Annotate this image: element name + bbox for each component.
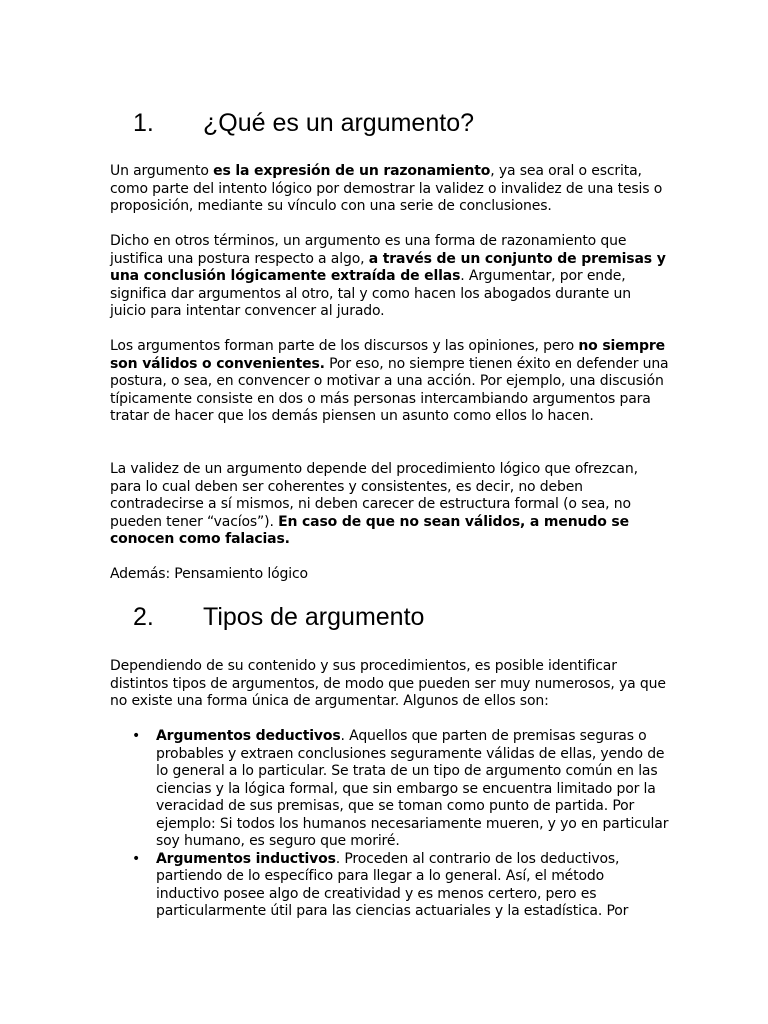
- paragraph: Dependiendo de su contenido y sus procedimientos, es posible identificar distintos tipos de argumentos, de modo que pueden ser muy numerosos, ya que no existe una forma única de argumentar. Algunos de ellos son:: [110, 658, 666, 709]
- section-heading-2: [133, 602, 424, 632]
- text-span: Dicho en otros términos, un argumento es una forma de razonamiento que justifica una postura respecto a algo,: [110, 233, 627, 267]
- text-span: Los argumentos forman parte de los discursos y las opiniones, pero: [110, 338, 579, 354]
- section-heading-1: [133, 108, 474, 138]
- list-item: [110, 728, 670, 851]
- text-span: Por eso, no siempre tienen éxito en defender una postura, o sea, en convencer o motivar a una acción. Por ejemplo, una discusión típicamente consiste en dos o más personas intercambiando argumentos para tratar de hacer que los demás piensen un asunto como ellos lo hacen.: [110, 355, 669, 424]
- text-span: Un argumento: [110, 163, 214, 179]
- paragraph: [110, 338, 670, 426]
- section-number: 2.: [133, 603, 154, 631]
- bold-text: es la expresión de un razonamiento: [213, 163, 491, 179]
- text-span: . Argumentar, por ende, significa dar argumentos al otro, tal y como hacen los abogados durante un juicio para intentar convencer al jurado.: [110, 268, 631, 319]
- argument-types-list: [110, 728, 670, 921]
- list-term: Argumentos inductivos: [156, 850, 336, 867]
- text-span: , ya sea oral o escrita, como parte del intento lógico por demostrar la validez o invalidez de una tesis o proposición, mediante su vínculo con una serie de conclusiones.: [110, 163, 663, 214]
- section-number: 1.: [133, 109, 154, 137]
- paragraph: [110, 163, 670, 216]
- paragraph: [110, 233, 670, 321]
- list-text: . Proceden al contrario de los deductivos, partiendo de lo específico para llegar a lo general. Así, el método inductivo posee algo de creatividad y es menos certero, pero es particularmente útil para las ciencias actuariales y la estadística. Por: [156, 850, 629, 919]
- bold-text: a través de un conjunto de premisas y una conclusión lógicamente extraída de ellas: [110, 250, 666, 284]
- list-text: . Aquellos que parten de premisas seguras o probables y extraen conclusiones seguramente válidas de ellas, yendo de lo general a lo particular. Se trata de un tipo de argumento común en las ciencias y la lógica formal, que sin embargo se encuentra limitado por la veracidad de sus premisas, que se toman como punto de partida. Por ejemplo: Si todos los humanos necesariamente mueren, y yo en particular soy humano, es seguro que moriré.: [156, 728, 669, 849]
- related-link-text: Además: Pensamiento lógico: [110, 566, 308, 582]
- paragraph: [110, 461, 670, 549]
- bold-text: no siempre son válidos o convenientes.: [110, 338, 665, 372]
- list-term: Argumentos deductivos: [156, 728, 341, 744]
- bullet-icon: •: [132, 728, 141, 744]
- section-title: Tipos de argumento: [203, 603, 425, 631]
- bold-text: En caso de que no sean válidos, a menudo se conocen como falacias.: [110, 513, 629, 547]
- text-span: La validez de un argumento depende del procedimiento lógico que ofrezcan, para lo cual deben ser coherentes y consistentes, es decir, no deben contradecirse a sí mismos, ni deben carecer de estructura formal (o sea, no pueden tener “vacíos”).: [110, 461, 638, 530]
- section-title: ¿Qué es un argumento?: [203, 109, 474, 137]
- bullet-icon: •: [132, 850, 141, 867]
- list-item: [110, 851, 670, 921]
